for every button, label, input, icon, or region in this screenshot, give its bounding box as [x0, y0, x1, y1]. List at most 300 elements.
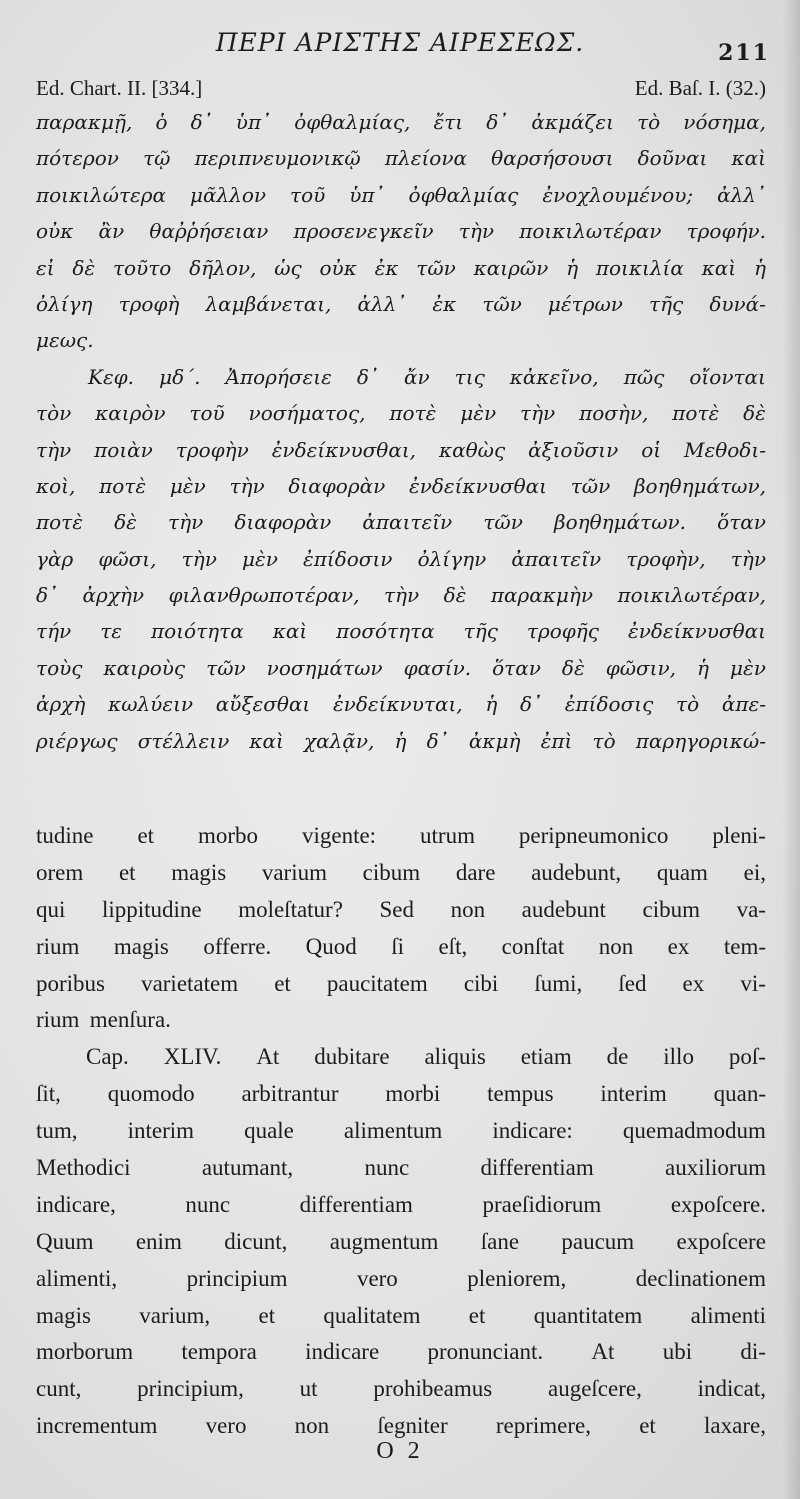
latin-word: magis: [171, 859, 227, 885]
latin-word: aliquis: [424, 1044, 486, 1070]
greek-word: καὶ: [731, 146, 766, 171]
greek-line: [36, 650, 766, 686]
greek-word: δ᾽: [36, 583, 59, 608]
greek-word: τὴν: [168, 510, 204, 535]
greek-word: ποτὲ: [99, 473, 147, 498]
latin-word: paucitatem: [326, 970, 428, 996]
latin-word: incrementum: [36, 1413, 158, 1439]
greek-word: καιρῶν: [473, 255, 549, 280]
latin-line: [36, 1261, 766, 1298]
greek-word: ἀκμὴ: [468, 728, 521, 753]
greek-word: τὸ: [676, 692, 700, 717]
greek-word: ποικιλωτέραν: [519, 219, 662, 244]
greek-word: ὅταν: [717, 510, 766, 535]
greek-line: [36, 468, 766, 504]
greek-word: ἐκ: [374, 255, 399, 280]
latin-word: vero: [205, 1413, 247, 1439]
greek-word: ποιὰν: [94, 437, 153, 462]
greek-line: [36, 322, 766, 358]
greek-word: κἀκεῖνο,: [509, 364, 599, 389]
latin-word: interim: [127, 1118, 195, 1144]
greek-word: τοῦ: [189, 401, 225, 426]
latin-word: et: [274, 970, 291, 996]
greek-word: τὴν: [36, 437, 72, 462]
latin-word: morborum: [36, 1339, 134, 1365]
latin-word: laxare,: [704, 1413, 766, 1439]
latin-word: rium: [36, 933, 80, 959]
latin-word: poſ-: [728, 1044, 766, 1070]
latin-text-column: [36, 818, 766, 1445]
latin-word: auxiliorum: [665, 1155, 766, 1181]
latin-word: principium,: [137, 1376, 244, 1402]
greek-line: [36, 541, 766, 577]
latin-word: illo: [663, 1044, 694, 1070]
latin-word: reprimere,: [495, 1413, 591, 1439]
greek-line: [36, 432, 766, 468]
latin-word: magis: [113, 933, 169, 959]
greek-line: [36, 104, 766, 140]
latin-word: differentiam: [480, 1155, 594, 1181]
greek-word: ποτὲ: [672, 401, 720, 426]
latin-word: At: [591, 1339, 615, 1365]
greek-word: ἐνοχλουμένου;: [542, 182, 694, 207]
greek-word: τήν: [36, 619, 72, 644]
latin-word: non: [598, 933, 634, 959]
latin-word: quale: [244, 1118, 294, 1144]
greek-line: [36, 213, 766, 249]
greek-word: πότερον: [36, 146, 119, 171]
greek-word: ἐπίδοσιν: [303, 546, 393, 571]
greek-word: ἀπε-: [721, 692, 766, 717]
greek-word: μέτρων: [547, 291, 623, 316]
greek-word: χαλᾷν,: [304, 728, 375, 753]
greek-word: τὴν: [229, 473, 265, 498]
greek-word: διαφορὰν: [234, 510, 332, 535]
greek-line: [36, 250, 766, 286]
greek-word: τοὺς: [36, 655, 83, 680]
greek-word: Κεφ.: [88, 364, 135, 389]
latin-line: [36, 929, 766, 966]
greek-word: εἰ: [36, 255, 55, 280]
page-edge-shadow: [782, 0, 800, 1499]
greek-word: ἀρχὴν: [82, 583, 145, 608]
latin-word: cibum: [362, 859, 421, 885]
latin-word: nunc: [364, 1155, 410, 1181]
latin-word: indicare:: [492, 1118, 573, 1144]
latin-line: [36, 1224, 766, 1261]
greek-word: τε: [100, 619, 123, 644]
latin-word: indicare: [305, 1339, 380, 1365]
greek-word: τροφήν.: [686, 219, 766, 244]
greek-word: γὰρ: [36, 546, 74, 571]
greek-word: μὲν: [730, 655, 766, 680]
latin-word: paucum: [561, 1228, 635, 1254]
latin-word: ſane: [480, 1228, 520, 1254]
greek-word: ἡ: [697, 655, 710, 680]
latin-word: orem: [36, 859, 84, 885]
greek-word: ποιότητα: [151, 619, 244, 644]
greek-word: ὑπ᾽: [235, 110, 272, 134]
greek-word: οὐκ: [36, 219, 74, 244]
greek-word: τὴν: [520, 401, 556, 426]
greek-word: ἐπὶ: [540, 728, 573, 753]
greek-word: ἐπίδοσις: [564, 692, 654, 717]
latin-word: etiam: [520, 1044, 572, 1070]
greek-word: Μεθοδι-: [684, 437, 766, 462]
edition-references: [36, 76, 766, 101]
greek-word: τὴν: [181, 546, 217, 571]
latin-word: morbi: [385, 1081, 441, 1107]
latin-word: enim: [135, 1228, 182, 1254]
latin-word: pronunciant.: [427, 1339, 544, 1365]
latin-word: pleniorem,: [467, 1265, 567, 1291]
latin-word: prohibeamus: [373, 1376, 493, 1402]
latin-word: magis: [36, 1302, 91, 1328]
greek-word: δοῦναι: [637, 146, 708, 171]
latin-line: [36, 1150, 766, 1187]
greek-word: ἡ: [566, 255, 579, 280]
greek-word: δὲ: [743, 401, 766, 426]
greek-word: ὅταν: [492, 655, 541, 680]
latin-word: arbitrantur: [241, 1081, 339, 1107]
greek-word: τῶν: [570, 473, 611, 498]
greek-word: ἀπαιτεῖν: [511, 546, 602, 571]
greek-line: [36, 613, 766, 649]
greek-word: καὶ: [249, 728, 284, 753]
greek-line: [36, 577, 766, 613]
latin-word: quemadmodum: [622, 1118, 766, 1144]
greek-word: περιπνευμονικῷ: [194, 146, 361, 171]
latin-word: Cap.: [86, 1044, 129, 1070]
greek-word: τὴν: [458, 219, 494, 244]
latin-word: tem-: [723, 933, 766, 959]
greek-word: ἐκ: [432, 291, 457, 316]
latin-word: tum,: [36, 1118, 78, 1144]
greek-word: κωλύειν: [108, 692, 194, 717]
greek-word: φασίν.: [403, 655, 472, 680]
greek-word: νοσήματος,: [248, 401, 366, 426]
latin-line: [36, 1187, 766, 1224]
greek-word: ποτὲ: [389, 401, 437, 426]
greek-line: [36, 286, 766, 322]
greek-line: [36, 686, 766, 722]
greek-word: θαρσήσουσι: [491, 146, 614, 171]
greek-word: οἱ: [641, 437, 662, 462]
greek-word: τοῦ: [290, 182, 326, 207]
latin-word: et: [468, 1302, 486, 1328]
greek-word: τῷ: [143, 146, 171, 171]
latin-word: dubitare: [314, 1044, 390, 1070]
greek-word: μδ΄.: [159, 364, 201, 389]
chartier-edition-ref: Ed. Chart. II. [334.]: [36, 76, 203, 100]
greek-word: ἡ: [394, 728, 407, 753]
latin-word: cibi: [463, 970, 499, 996]
greek-word: ἐνδείκνυσθαι,: [271, 437, 417, 462]
greek-word: μὲν: [241, 546, 278, 571]
latin-word: tudine: [36, 823, 94, 848]
greek-word: ὀλίγη: [36, 291, 93, 316]
latin-word: peripneumonico: [518, 823, 669, 848]
latin-line: [36, 855, 766, 892]
latin-word: audebunt,: [531, 859, 622, 885]
greek-line: [36, 140, 766, 176]
greek-word: ὀλίγην: [417, 546, 487, 571]
latin-word: moleſtatur?: [238, 896, 343, 922]
greek-word: ὁ: [155, 110, 168, 134]
greek-word: φῶσιν,: [605, 655, 677, 680]
greek-word: δ᾽: [520, 692, 543, 717]
latin-word: vero: [356, 1265, 398, 1291]
latin-word: Quod: [305, 933, 357, 959]
latin-word: indicat,: [697, 1376, 766, 1402]
greek-word: ἐνδείκνυσθαι: [627, 619, 766, 644]
greek-word: τροφῆς: [526, 619, 599, 644]
greek-word: δ᾽: [356, 364, 379, 389]
greek-word: τῶν: [206, 655, 246, 680]
greek-word: Ἀπορήσειε: [225, 364, 332, 389]
latin-word: offerre.: [203, 933, 272, 959]
latin-word: nunc: [185, 1191, 231, 1217]
greek-text-column: [36, 104, 766, 759]
latin-line: [36, 1298, 766, 1335]
latin-word: autumant,: [201, 1155, 294, 1181]
greek-line: [36, 504, 766, 540]
greek-word: διαφορὰν: [288, 473, 386, 498]
greek-word: ἐνδείκνυται,: [332, 692, 463, 717]
latin-word: et: [639, 1413, 656, 1439]
latin-word: alimenti: [690, 1302, 766, 1328]
latin-word: ſumi,: [534, 970, 583, 996]
latin-word: de: [606, 1044, 629, 1070]
latin-word: pleni-: [712, 823, 766, 848]
latin-word: varium,: [139, 1302, 211, 1328]
latin-word: vi-: [740, 970, 766, 996]
greek-word: ὡς: [274, 255, 302, 280]
latin-word: ſi: [391, 933, 405, 959]
greek-word: δὲ: [114, 510, 137, 535]
latin-word: Sed: [379, 896, 414, 922]
latin-word: audebunt: [521, 896, 606, 922]
greek-word: ἂν: [98, 219, 125, 244]
latin-word: varietatem: [141, 970, 239, 996]
greek-word: ἀρχὴ: [36, 692, 86, 717]
latin-word: va-: [736, 896, 766, 922]
greek-word: πλείονα: [384, 146, 467, 171]
latin-word: ut: [299, 1376, 318, 1402]
greek-word: δυνά-: [709, 291, 766, 316]
greek-line: [36, 723, 766, 759]
latin-word: vigente:: [301, 823, 377, 848]
greek-word: νόσημα,: [683, 110, 766, 134]
greek-word: ἡ: [753, 255, 766, 280]
greek-word: ἀπαιτεῖν: [362, 510, 453, 535]
latin-word: cibum: [642, 896, 700, 922]
greek-word: μεως.: [36, 328, 94, 353]
latin-word: praeſidiorum: [482, 1191, 602, 1217]
greek-word: ὑπ᾽: [349, 182, 385, 207]
greek-word: βοηθημάτων,: [633, 473, 766, 498]
greek-word: μᾶλλον: [190, 182, 267, 207]
greek-word: ἔτι: [433, 110, 464, 134]
greek-word: τὴν: [383, 583, 420, 608]
latin-word: tempora: [181, 1339, 257, 1365]
latin-word: augeſcere,: [548, 1376, 642, 1402]
latin-line: [36, 892, 766, 929]
greek-word: δὲ: [443, 583, 467, 608]
greek-word: ποσὴν,: [579, 401, 649, 426]
latin-word: utrum: [420, 823, 475, 848]
latin-word: augmentum: [329, 1228, 439, 1254]
greek-word: ἡ: [485, 692, 498, 717]
greek-word: τὸν: [36, 401, 72, 426]
greek-word: ἐνδείκνυσθαι: [408, 473, 547, 498]
latin-word: qualitatem: [323, 1302, 421, 1328]
basel-edition-ref: Ed. Baſ. I. (32.): [634, 76, 766, 100]
latin-word: indicare,: [36, 1191, 116, 1217]
greek-word: καιρὸν: [95, 401, 166, 426]
greek-word: καιροὺς: [103, 655, 186, 680]
latin-word: principium: [186, 1265, 288, 1291]
greek-word: παρακμὴν: [490, 583, 593, 608]
latin-line: [36, 1334, 766, 1371]
greek-word: τοῦτο: [112, 255, 172, 280]
greek-word: κοὶ,: [36, 473, 76, 498]
latin-word: conſtat: [501, 933, 565, 959]
greek-word: βοηθημάτων.: [554, 510, 687, 535]
greek-word: ἀλλ᾽: [717, 182, 766, 207]
latin-word: quomodo: [107, 1081, 195, 1107]
greek-word: προσενεγκεῖν: [293, 219, 434, 244]
greek-word: τὸ: [637, 110, 661, 134]
greek-word: δῆλον,: [189, 255, 257, 280]
greek-word: δ᾽: [426, 728, 449, 753]
greek-word: θαῤῥήσειαν: [149, 219, 269, 244]
greek-word: δ᾽: [486, 110, 509, 134]
latin-word: non: [294, 1413, 330, 1439]
latin-word: morbo: [197, 823, 259, 848]
latin-word: quan-: [713, 1081, 766, 1107]
greek-word: παρακμῇ,: [36, 110, 133, 134]
latin-word: qui: [36, 896, 66, 922]
latin-word: At: [256, 1044, 280, 1070]
latin-word: rium: [36, 1007, 80, 1033]
latin-word: interim: [600, 1081, 667, 1107]
greek-word: τροφὴν: [175, 437, 249, 462]
greek-word: οὐκ: [319, 255, 357, 280]
greek-word: ποσότητα: [336, 619, 435, 644]
greek-word: νοσημάτων: [266, 655, 383, 680]
latin-word: declinationem: [635, 1265, 766, 1291]
latin-word: quam: [656, 859, 708, 885]
greek-word: δὲ: [561, 655, 585, 680]
latin-word: ex: [682, 970, 705, 996]
latin-word: eſt,: [438, 933, 468, 959]
latin-word: et: [137, 823, 155, 848]
latin-word: et: [118, 859, 136, 885]
latin-word: menſura.: [89, 1007, 171, 1033]
latin-line: [36, 1076, 766, 1113]
greek-word: τῆς: [463, 619, 498, 644]
latin-word: di-: [740, 1339, 766, 1365]
latin-word: alimentum: [343, 1118, 443, 1144]
greek-word: ἄν: [403, 364, 430, 389]
greek-word: τῶν: [483, 510, 523, 535]
greek-word: τῆς: [649, 291, 684, 316]
latin-word: tempus: [487, 1081, 554, 1107]
page-number: 211: [718, 40, 770, 66]
greek-word: μὲν: [169, 473, 206, 498]
latin-word: poribus: [36, 970, 105, 996]
greek-word: ἀξιοῦσιν: [528, 437, 619, 462]
greek-word: αὔξεσθαι: [215, 692, 311, 717]
greek-word: τις: [454, 364, 485, 389]
greek-word: τῶν: [416, 255, 456, 280]
latin-word: XLIV.: [163, 1044, 222, 1070]
greek-word: ἀκμάζει: [531, 110, 614, 134]
latin-word: ſit,: [36, 1081, 61, 1107]
latin-line: [36, 966, 766, 1003]
greek-line: [36, 177, 766, 213]
printer-signature-mark: O 2: [376, 1438, 424, 1464]
latin-word: ex: [667, 933, 690, 959]
greek-word: φιλανθρωποτέραν,: [168, 583, 360, 608]
greek-word: ριέργως: [36, 728, 118, 753]
greek-line: [36, 395, 766, 431]
greek-word: καθὼς: [438, 437, 506, 462]
greek-word: ποικιλωτέραν,: [617, 583, 766, 608]
greek-word: πῶς: [623, 364, 665, 389]
greek-word: παρηγορικώ-: [635, 728, 766, 753]
running-title: ΠΕΡΙ ΑΡΙΣΤΗΣ ΑΙΡΕΣΕΩΣ.: [215, 28, 585, 57]
greek-word: λαμβάνεται,: [205, 291, 332, 316]
greek-word: τῶν: [482, 291, 522, 316]
latin-line: [36, 818, 766, 855]
latin-line: [36, 1039, 766, 1076]
greek-word: φῶσι,: [98, 546, 157, 571]
latin-word: dare: [455, 859, 496, 885]
greek-word: ποτὲ: [36, 510, 83, 535]
latin-word: quantitatem: [533, 1302, 643, 1328]
latin-word: lippitudine: [101, 896, 202, 922]
latin-line: [36, 1371, 766, 1408]
greek-word: στέλλειν: [137, 728, 230, 753]
latin-word: Methodici: [36, 1155, 131, 1181]
latin-word: ſed: [618, 970, 647, 996]
greek-word: ὀφθαλμίας,: [294, 110, 411, 134]
greek-word: καὶ: [272, 619, 308, 644]
latin-word: cunt,: [36, 1376, 82, 1402]
latin-word: ubi: [662, 1339, 693, 1365]
greek-word: ποικιλώτερα: [36, 182, 167, 207]
greek-word: δὲ: [72, 255, 96, 280]
latin-word: et: [258, 1302, 276, 1328]
latin-line: [36, 1002, 766, 1039]
latin-word: differentiam: [299, 1191, 413, 1217]
greek-line: [36, 359, 766, 395]
greek-word: τροφὴν,: [626, 546, 706, 571]
greek-word: τροφὴ: [118, 291, 180, 316]
greek-word: ὀφθαλμίας: [408, 182, 519, 207]
latin-word: Quum: [36, 1228, 94, 1254]
greek-word: μὲν: [460, 401, 497, 426]
latin-word: dicunt,: [224, 1228, 288, 1254]
greek-word: ποικιλία: [595, 255, 684, 280]
greek-word: τὴν: [730, 546, 766, 571]
latin-word: varium: [261, 859, 327, 885]
latin-word: non: [450, 896, 486, 922]
latin-word: ſegniter: [377, 1413, 448, 1439]
greek-word: οἴονται: [689, 364, 766, 389]
